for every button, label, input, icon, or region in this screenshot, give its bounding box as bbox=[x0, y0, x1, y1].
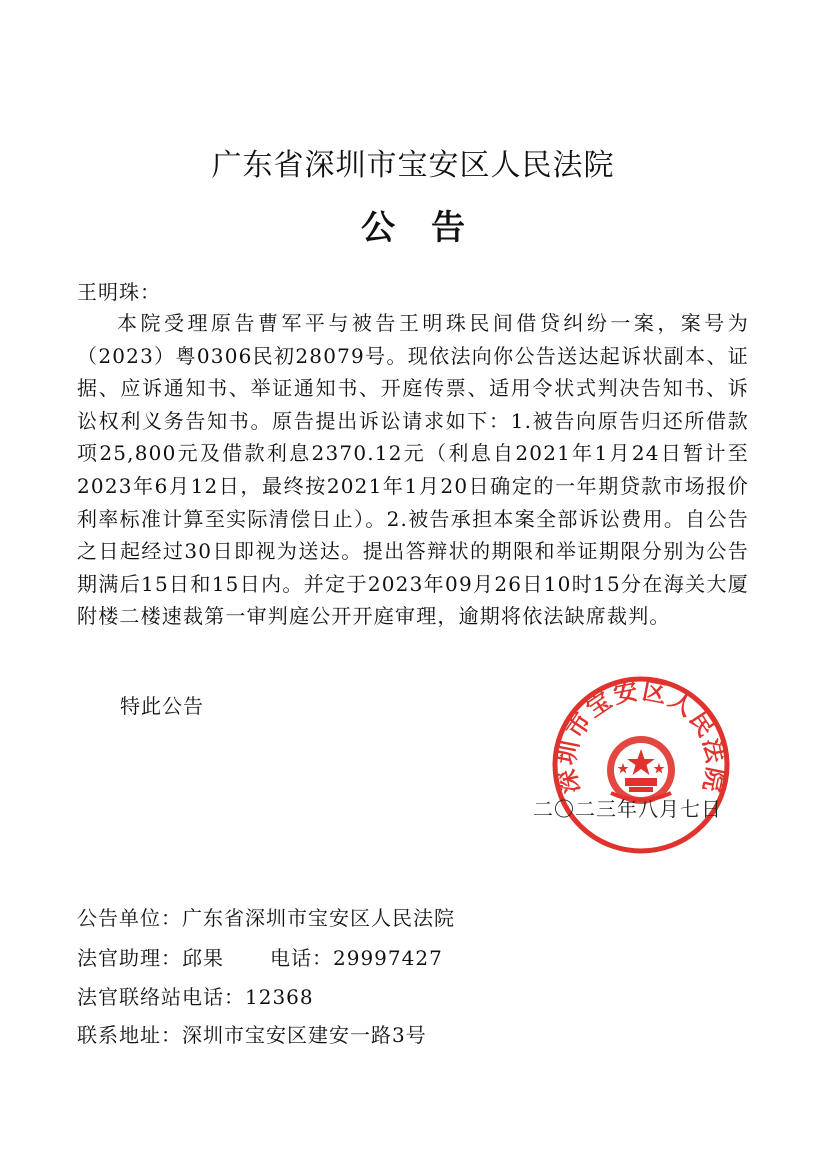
notice-date: 二〇二三年八月七日 bbox=[533, 797, 722, 821]
addressee: 王明珠： bbox=[77, 280, 161, 304]
assistant-value: 邱果 bbox=[182, 946, 224, 970]
court-name: 广东省深圳市宝安区人民法院 bbox=[211, 148, 615, 183]
svg-text:深圳市宝安区人民法院: 深圳市宝安区人民法院 bbox=[551, 675, 731, 797]
footer-address bbox=[77, 1019, 427, 1048]
address-value: 深圳市宝安区建安一路3号 bbox=[182, 1023, 427, 1047]
phone-label: 电话： bbox=[270, 946, 333, 970]
liaison-value: 12368 bbox=[245, 985, 314, 1009]
notice-body: 本院受理原告曹军平与被告王明珠民间借贷纠纷一案，案号为（2023）粤0306民初28079号。现依法向你公告送达起诉状副本、证据、应诉通知书、举证通知书、开庭传票、适用令状式判决告知书、诉讼权利义务告知书。原告提出诉讼请求如下：1.被告向原告归还所借款项25,800元及借款利息2370.12元（利息自2021年1月24日暂计至2023年6月12日，最终按2021年1月20日确定的一年期贷款市场报价利率标准计算至实际清偿日止）。2.被告承担本案全部诉讼费用。自公告之日起经过30日即视为送达。提出答辩状的期限和举证期限分别为公告期满后15日和15日内。并定于2023年09月26日10时15分在海关大厦附楼二楼速裁第一审判庭公开开庭审理，逾期将依法缺席裁判。 bbox=[77, 311, 749, 629]
court-seal-icon bbox=[551, 675, 731, 855]
closing-phrase: 特此公告 bbox=[120, 694, 204, 718]
notice-title: 公告 bbox=[361, 208, 501, 248]
footer-liaison bbox=[77, 981, 314, 1010]
assistant-label: 法官助理： bbox=[77, 946, 182, 970]
liaison-label: 法官联络站电话： bbox=[77, 985, 245, 1009]
address-label: 联系地址： bbox=[77, 1023, 182, 1047]
phone-value: 29997427 bbox=[333, 946, 443, 970]
footer-assistant bbox=[77, 942, 443, 971]
footer-unit bbox=[77, 902, 455, 931]
unit-value: 广东省深圳市宝安区人民法院 bbox=[182, 906, 455, 930]
unit-label: 公告单位： bbox=[77, 906, 182, 930]
